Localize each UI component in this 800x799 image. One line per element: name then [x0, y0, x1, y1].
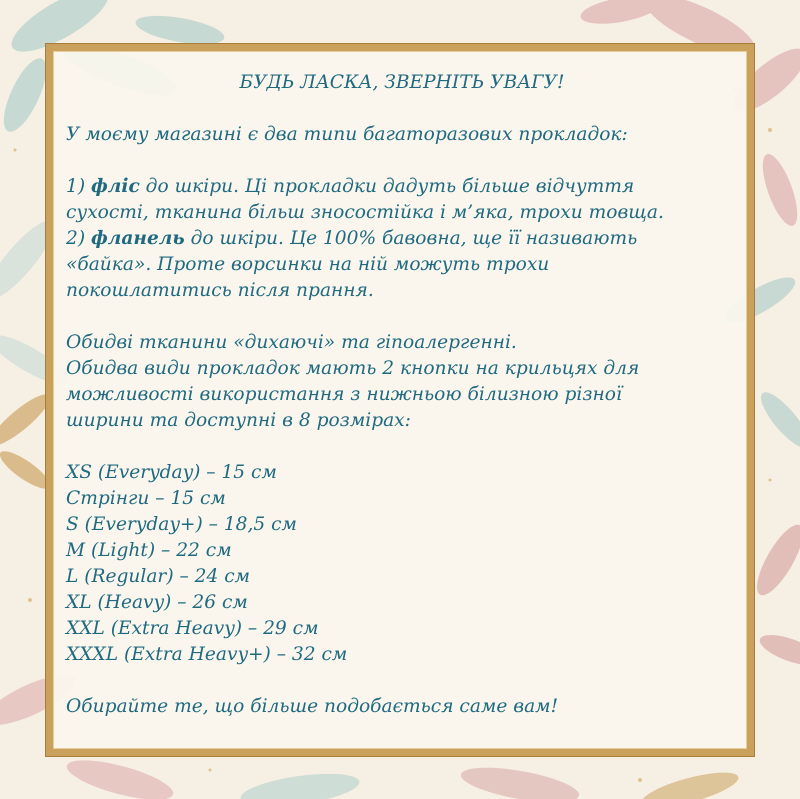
- size-item: Стрінги – 15 см: [66, 488, 226, 509]
- leaves-bottom: [239, 761, 742, 799]
- note-line: Обидві тканини «дихаючі» та гіпоалергенні.: [66, 332, 517, 353]
- size-item: XXL (Extra Heavy) – 29 см: [66, 618, 319, 639]
- type-flannel: [66, 226, 738, 252]
- closing-text: Обирайте те, що більше подобається саме вам!: [66, 696, 559, 717]
- type-flannel-desc: покошлатитись після прання.: [66, 280, 374, 301]
- type-fleece: [66, 174, 738, 200]
- type-name: фланель: [91, 228, 185, 249]
- type-desc: до шкіри. Ці прокладки дадуть більше відчуття: [139, 176, 635, 197]
- type-number: 1): [66, 176, 91, 197]
- type-flannel-desc: «байка». Проте ворсинки на ній можуть трохи: [66, 254, 550, 275]
- size-item: XL (Heavy) – 26 см: [66, 592, 248, 613]
- note-line: Обидва види прокладок мають 2 кнопки на крильцях для: [66, 358, 640, 379]
- type-number: 2): [66, 228, 91, 249]
- size-item: M (Light) – 22 см: [66, 540, 232, 561]
- size-item: XS (Everyday) – 15 см: [66, 462, 277, 483]
- note-line: ширини та доступні в 8 розмірах:: [66, 410, 411, 431]
- notice-text: [66, 70, 738, 720]
- type-desc: до шкіри. Це 100% бавовна, ще її називають: [184, 228, 638, 249]
- size-item: XXXL (Extra Heavy+) – 32 см: [66, 644, 348, 665]
- intro-text: У моєму магазині є два типи багаторазових прокладок:: [66, 124, 628, 145]
- type-fleece-desc: сухості, тканина більш зносостійка і м’яка, трохи товща.: [66, 202, 664, 223]
- type-name: фліс: [91, 176, 140, 197]
- size-item: L (Regular) – 24 см: [66, 566, 251, 587]
- size-item: S (Everyday+) – 18,5 см: [66, 514, 297, 535]
- heading: БУДЬ ЛАСКА, ЗВЕРНІТЬ УВАГУ!: [239, 72, 565, 93]
- note-line: можливості використання з нижньою білизною різної: [66, 384, 622, 405]
- pink-leaves-right: [749, 519, 800, 671]
